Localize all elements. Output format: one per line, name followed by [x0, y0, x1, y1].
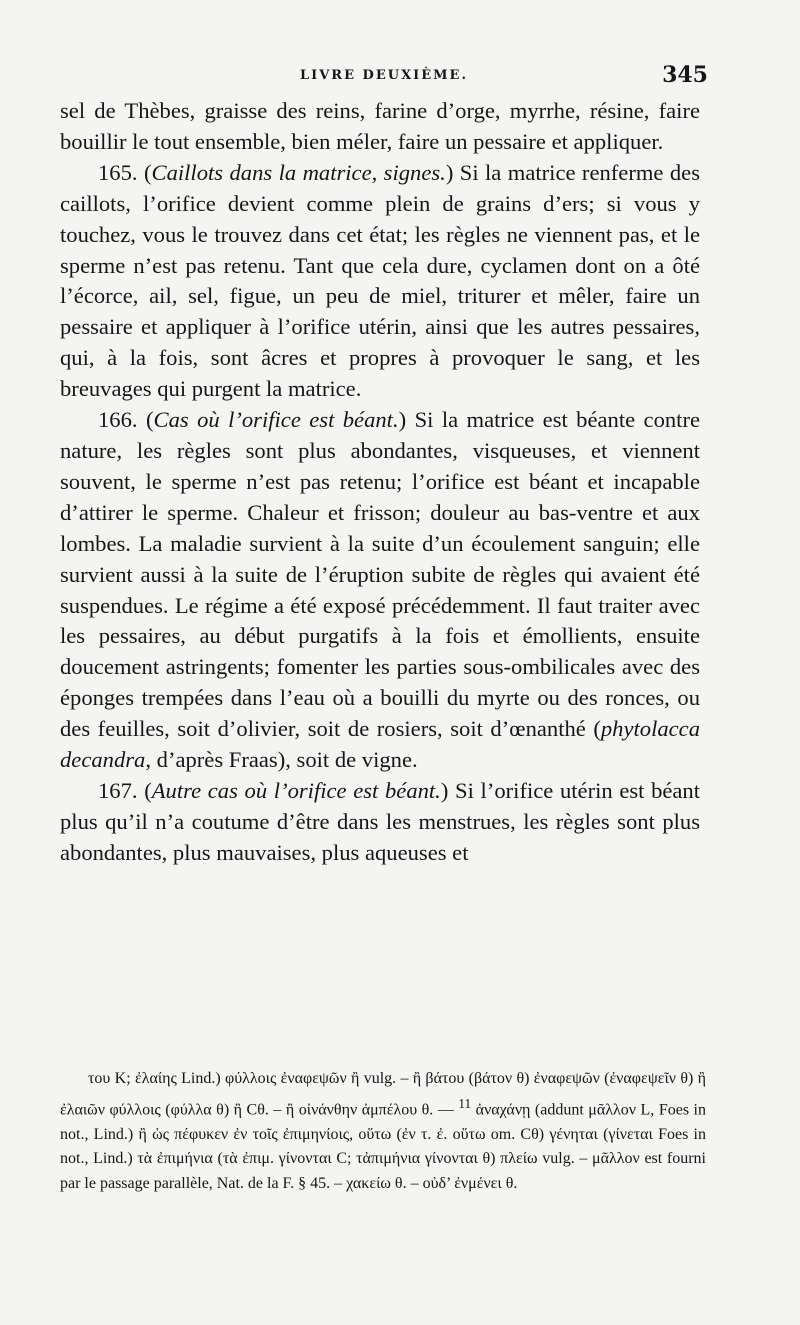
footnote-text: ἀναχάνῃ (addunt μᾶλλον L, Foes in not., Lind.) ἢ ὡς πέφυκεν ἐν τοῖς ἐπιμηνίοις, οὕτω (ἐν τ. ἐ. οὕτω om. Cθ) γένηται (γίνεται Foes in not., Lind.) τὰ ἐπιμήνια (τὰ ἐπιμ. γίνονται C; τἀπιμήνια γίνονται θ) πλείω vulg. – μᾶλλον est fourni par le passage parallèle, Nat. de la F. § 45. – χακείω θ. – οὐδ’ ἐνμένει θ.	[60, 1100, 706, 1192]
page-number: 345	[662, 62, 708, 88]
paragraph-text-end: , d’après Fraas), soit de vigne.	[145, 747, 418, 773]
section-heading: Autre cas où l’orifice est béant.	[151, 777, 441, 803]
section-number: 166.	[98, 407, 138, 433]
open-paren: (	[144, 777, 152, 803]
footnote-apparatus	[60, 1067, 706, 1196]
section-number: 165.	[98, 159, 138, 185]
paragraph-166	[60, 405, 700, 776]
open-paren: (	[143, 159, 152, 185]
paragraph-text: Si l’orifice utérin est béant plus qu’il n’a coutume d’être dans les menstrues, les règles sont plus abondantes, plus mauvaises, plus aqueuses et	[60, 777, 701, 865]
close-paren: )	[398, 407, 407, 433]
paragraph-text: Si la matrice renferme des caillots, l’orifice devient comme plein de grains d’ers; si vous y touchez, vous le trouvez dans cet état; les règles ne viennent pas, et le sperme n’est pas retenu. Tant que cela dure, cyclamen dont on a ôté l’écorce, ail, sel, figue, un peu de miel, triturer et mêler, faire un pessaire et appliquer à l’orifice utérin, ainsi que les autres pessaires, qui, à la fois, sont âcres et propres à provoquer le sang, et les breuvages qui purgent la matrice.	[60, 159, 700, 402]
footnote-marker: 11	[458, 1095, 472, 1111]
paragraph-165	[60, 158, 700, 405]
footnote-text: του K; ἐλαίης Lind.) φύλλοις ἐναφεψῶν ἢ vulg. – ἢ βάτου (βάτον θ) ἐναφεψῶν (ἐναφεψεῖν θ) ἢ ἐλαιῶν φύλλοις (φύλλα θ) ἢ Cθ. – ἢ οἰνάνθην ἀμπέλου θ. —	[60, 1070, 706, 1118]
section-heading: Cas où l’orifice est béant.	[153, 407, 399, 433]
running-title: LIVRE DEUXIÈME.	[300, 68, 468, 83]
close-paren: )	[445, 159, 454, 185]
italic-term: phytolacca decandra	[60, 716, 700, 773]
page-header	[60, 62, 708, 92]
section-number: 167.	[98, 777, 138, 803]
paragraph-continuation: sel de Thèbes, graisse des reins, farine d’orge, myrrhe, résine, faire bouillir le tout ensemble, bien méler, faire un pessaire et appliquer.	[60, 98, 700, 154]
open-paren: (	[145, 407, 154, 433]
close-paren: )	[440, 777, 449, 803]
paragraph-text: Si la matrice est béante contre nature, les règles sont plus abondantes, visqueuses, et viennent souvent, le sperme n’est pas retenu; l’orifice est béant et incapable d’attirer le sperme. Chaleur et frisson; douleur au bas-ventre et aux lombes. La maladie survient à la suite d’un écoulement sanguin; elle survient aussi à la suite de l’éruption subite de règles qui avaient été suspendues. Le régime a été exposé précédemment. Il faut traiter avec les pessaires, au début purgatifs à la fois et émollients, ensuite doucement astringents; fomenter les parties sous-ombilicales avec des éponges trempées dans l’eau où a bouilli du myrte ou des ronces, ou des feuilles, soit d’olivier, soit de rosiers, soit d’œnanthé (	[60, 407, 700, 742]
paragraph-167	[60, 776, 700, 869]
body-text	[60, 96, 700, 869]
footnotes	[60, 1067, 706, 1196]
section-heading: Caillots dans la matrice, signes.	[151, 159, 446, 185]
